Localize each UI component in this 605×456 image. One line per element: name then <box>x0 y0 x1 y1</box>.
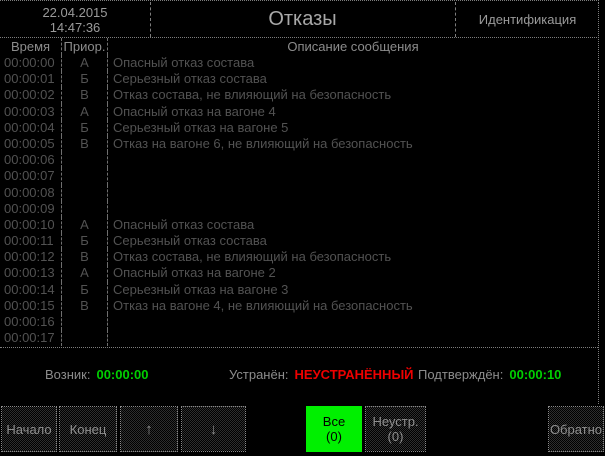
row-description: Опасный отказ на вагоне 4 <box>113 103 276 119</box>
column-header-description: Описание сообщения <box>287 39 419 54</box>
start-button[interactable] <box>1 406 57 452</box>
back-button-label: Обратно <box>549 421 603 437</box>
table-row[interactable] <box>0 185 598 201</box>
arrow-down-icon: ↓ <box>209 420 218 438</box>
table-row[interactable] <box>0 136 598 152</box>
filter-all-count: (0) <box>326 429 342 444</box>
table-row[interactable] <box>0 104 598 120</box>
row-priority: Б <box>62 233 108 249</box>
row-time: 00:00:15 <box>0 298 62 314</box>
table-row[interactable] <box>0 71 598 87</box>
table-row[interactable] <box>0 298 598 314</box>
table-row[interactable] <box>0 330 598 346</box>
arrow-up-icon: ↑ <box>145 420 153 438</box>
row-time: 00:00:01 <box>0 71 62 87</box>
filter-unresolved-count: (0) <box>387 429 404 444</box>
row-description: Серьезный отказ состава <box>113 233 267 249</box>
table-row[interactable] <box>0 55 598 71</box>
row-time: 00:00:13 <box>0 265 62 281</box>
filter-all-button[interactable] <box>306 406 362 452</box>
row-description: Серьезный отказ состава <box>113 71 267 87</box>
column-header-time: Время <box>0 38 62 55</box>
scroll-up-button[interactable] <box>120 406 178 452</box>
filter-unresolved-label: Неустр. <box>372 414 419 429</box>
row-description: Опасный отказ состава <box>113 55 255 70</box>
resolved-label: Устранён: <box>229 366 289 382</box>
failures-table <box>0 38 598 348</box>
table-row[interactable] <box>0 120 598 136</box>
identification-button[interactable]: Идентификация <box>455 2 599 37</box>
time-text: 14:47:36 <box>49 19 101 35</box>
occurred-label: Возник: <box>45 366 91 382</box>
status-bar <box>0 366 605 382</box>
row-priority <box>62 168 108 184</box>
table-row[interactable] <box>0 168 598 184</box>
row-time: 00:00:04 <box>0 120 62 136</box>
row-description: Опасный отказ состава <box>113 216 255 232</box>
row-description <box>108 330 598 346</box>
column-header-priority: Приор. <box>62 38 108 55</box>
row-priority: В <box>62 136 108 152</box>
row-time: 00:00:06 <box>0 152 62 168</box>
row-priority: В <box>62 87 108 103</box>
row-time: 00:00:02 <box>0 87 62 103</box>
row-priority: А <box>62 217 108 233</box>
row-priority <box>62 152 108 168</box>
table-header <box>0 38 598 55</box>
row-description: Отказ состава, не влияющий на безопасность <box>113 249 392 265</box>
start-button-label: Начало <box>6 421 52 437</box>
status-occurred <box>45 366 149 382</box>
row-description: Отказ на вагоне 6, не влияющий на безопасность <box>113 135 413 151</box>
frame-right-border <box>598 2 599 404</box>
date-text: 22.04.2015 <box>42 4 108 20</box>
end-button-label: Конец <box>69 421 107 437</box>
row-time: 00:00:10 <box>0 217 62 233</box>
row-description: Отказ состава, не влияющий на безопасность <box>113 87 392 103</box>
row-time: 00:00:08 <box>0 185 62 201</box>
confirmed-value: 00:00:10 <box>509 366 562 382</box>
scroll-down-button[interactable] <box>181 406 246 452</box>
row-time: 00:00:11 <box>0 233 62 249</box>
row-priority <box>62 314 108 330</box>
row-description <box>108 201 598 217</box>
table-row[interactable] <box>0 217 598 233</box>
row-priority: В <box>62 298 108 314</box>
occurred-value: 00:00:00 <box>96 366 149 382</box>
resolved-value: НЕУСТРАНЁННЫЙ <box>294 366 414 382</box>
frame-top-border <box>0 0 599 1</box>
row-time: 00:00:09 <box>0 201 62 217</box>
row-time: 00:00:12 <box>0 249 62 265</box>
table-row[interactable] <box>0 87 598 103</box>
end-button[interactable] <box>59 406 117 452</box>
row-description: Отказ на вагоне 4, не влияющий на безопасность <box>113 297 413 313</box>
table-row[interactable] <box>0 282 598 298</box>
row-time: 00:00:17 <box>0 330 62 346</box>
row-time: 00:00:16 <box>0 314 62 330</box>
row-priority: В <box>62 249 108 265</box>
row-time: 00:00:03 <box>0 104 62 120</box>
back-button[interactable] <box>548 406 604 452</box>
datetime-display <box>0 2 151 37</box>
row-description <box>108 152 598 168</box>
row-description <box>108 314 598 330</box>
row-priority: А <box>62 104 108 120</box>
row-priority <box>62 185 108 201</box>
filter-all-label: Все <box>322 414 346 429</box>
row-priority: Б <box>62 71 108 87</box>
row-description <box>108 168 598 184</box>
row-description: Серьезный отказ на вагоне 3 <box>113 281 289 297</box>
row-time: 00:00:05 <box>0 136 62 152</box>
row-priority: А <box>62 55 108 71</box>
row-priority <box>62 201 108 217</box>
status-resolved <box>229 366 414 382</box>
row-priority: Б <box>62 120 108 136</box>
row-priority: Б <box>62 282 108 298</box>
confirmed-label: Подтверждён: <box>418 366 504 382</box>
row-priority <box>62 330 108 346</box>
page-title: Отказы <box>268 8 337 30</box>
row-description: Опасный отказ на вагоне 2 <box>113 265 276 281</box>
status-confirmed <box>418 366 561 382</box>
row-time: 00:00:14 <box>0 282 62 298</box>
table-row[interactable] <box>0 265 598 281</box>
filter-unresolved-button[interactable] <box>365 406 426 452</box>
row-time: 00:00:07 <box>0 168 62 184</box>
table-row[interactable] <box>0 152 598 168</box>
table-row[interactable] <box>0 249 598 265</box>
row-description: Серьезный отказ на вагоне 5 <box>113 119 289 135</box>
table-row[interactable] <box>0 201 598 217</box>
table-row[interactable] <box>0 233 598 249</box>
row-time: 00:00:00 <box>0 55 62 71</box>
top-bar <box>0 2 599 38</box>
row-priority: А <box>62 265 108 281</box>
table-body <box>0 55 598 347</box>
row-description <box>108 185 598 201</box>
table-row[interactable] <box>0 314 598 330</box>
